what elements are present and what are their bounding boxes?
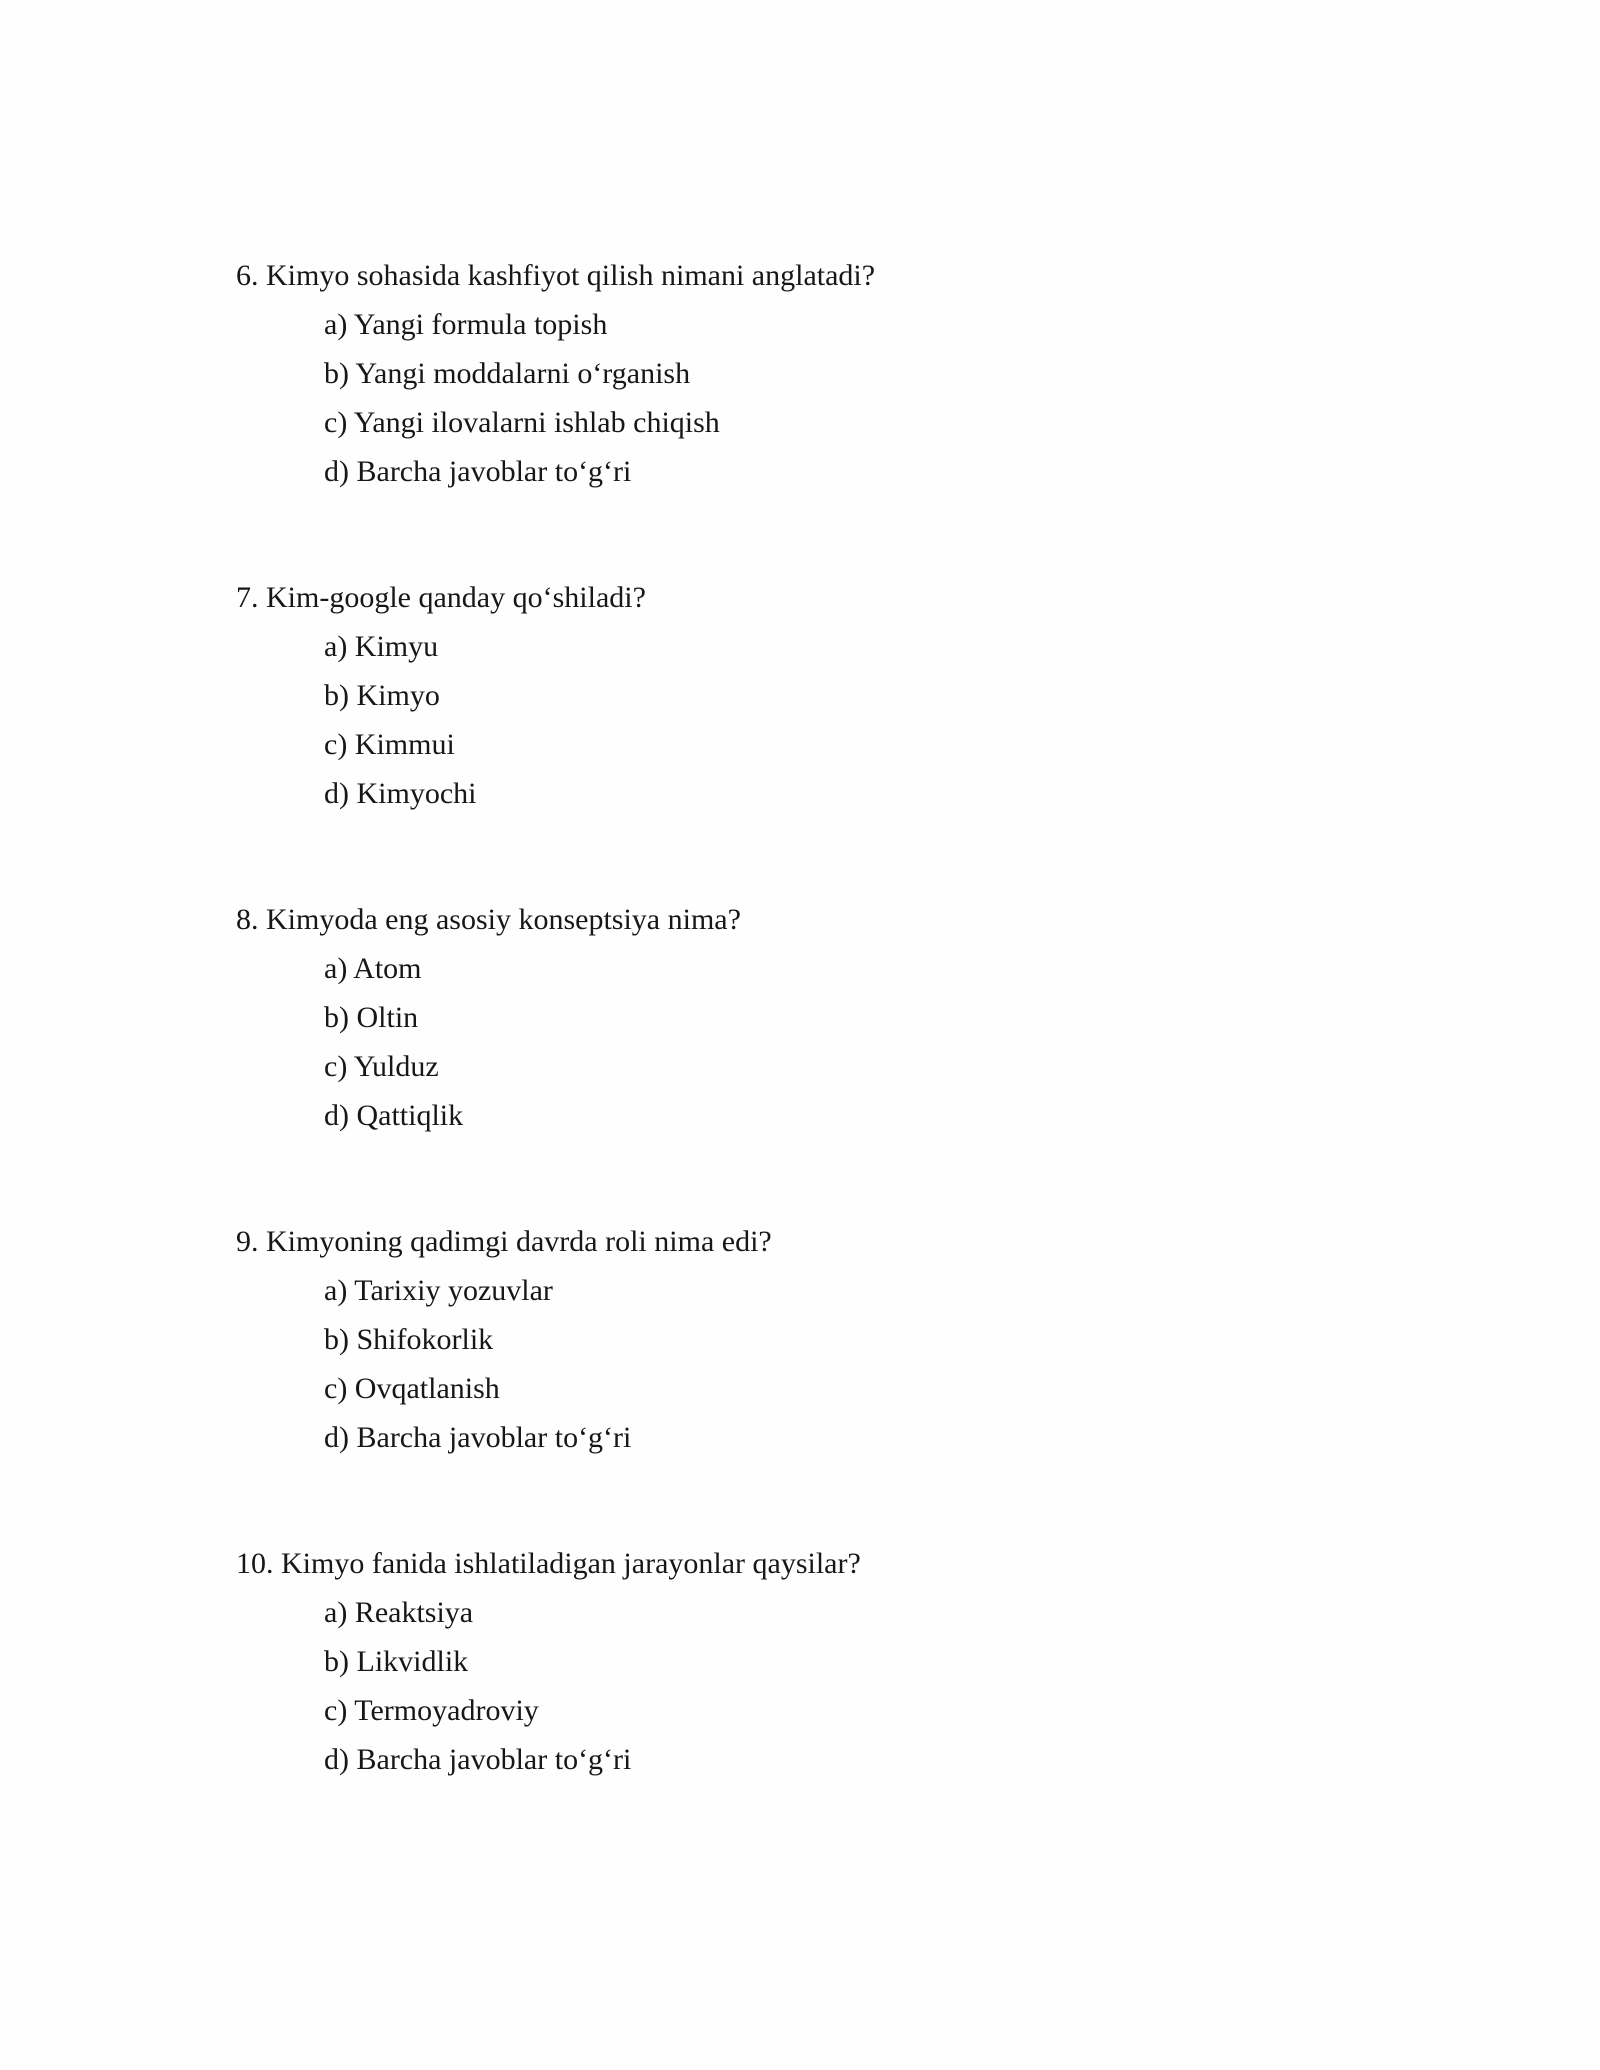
option-a: a) Atom <box>324 952 422 985</box>
option-b: b) Likvidlik <box>324 1645 469 1678</box>
question-title: 7. Kim-google qanday qo‘shiladi? <box>236 581 646 614</box>
question-title: 6. Kimyo sohasida kashfiyot qilish nimani anglatadi? <box>236 259 876 292</box>
option-b: b) Yangi moddalarni o‘rganish <box>324 357 691 390</box>
option-a: a) Yangi formula topish <box>324 308 608 341</box>
option-c: c) Yulduz <box>324 1050 439 1083</box>
option-c: c) Termoyadroviy <box>324 1694 539 1727</box>
question-block-6 <box>236 251 1540 496</box>
option-b: b) Shifokorlik <box>324 1323 494 1356</box>
question-title: 9. Kimyoning qadimgi davrda roli nima edi? <box>236 1225 772 1258</box>
question-block-7 <box>236 573 1540 818</box>
option-d: d) Barcha javoblar to‘g‘ri <box>324 1421 632 1454</box>
option-d: d) Barcha javoblar to‘g‘ri <box>324 1743 632 1776</box>
option-c: c) Kimmui <box>324 728 455 761</box>
option-b: b) Kimyo <box>324 679 440 712</box>
option-a: a) Reaktsiya <box>324 1596 474 1629</box>
question-block-9 <box>236 1217 1540 1462</box>
option-a: a) Kimyu <box>324 630 439 663</box>
option-c: c) Yangi ilovalarni ishlab chiqish <box>324 406 720 439</box>
option-b: b) Oltin <box>324 1001 419 1034</box>
option-a: a) Tarixiy yozuvlar <box>324 1274 553 1307</box>
question-block-8 <box>236 895 1540 1140</box>
option-d: d) Barcha javoblar to‘g‘ri <box>324 455 632 488</box>
question-title: 8. Kimyoda eng asosiy konseptsiya nima? <box>236 903 741 936</box>
option-d: d) Qattiqlik <box>324 1099 464 1132</box>
question-block-10 <box>236 1539 1540 1784</box>
question-title: 10. Kimyo fanida ishlatiladigan jarayonlar qaysilar? <box>236 1547 861 1580</box>
option-c: c) Ovqatlanish <box>324 1372 500 1405</box>
option-d: d) Kimyochi <box>324 777 477 810</box>
